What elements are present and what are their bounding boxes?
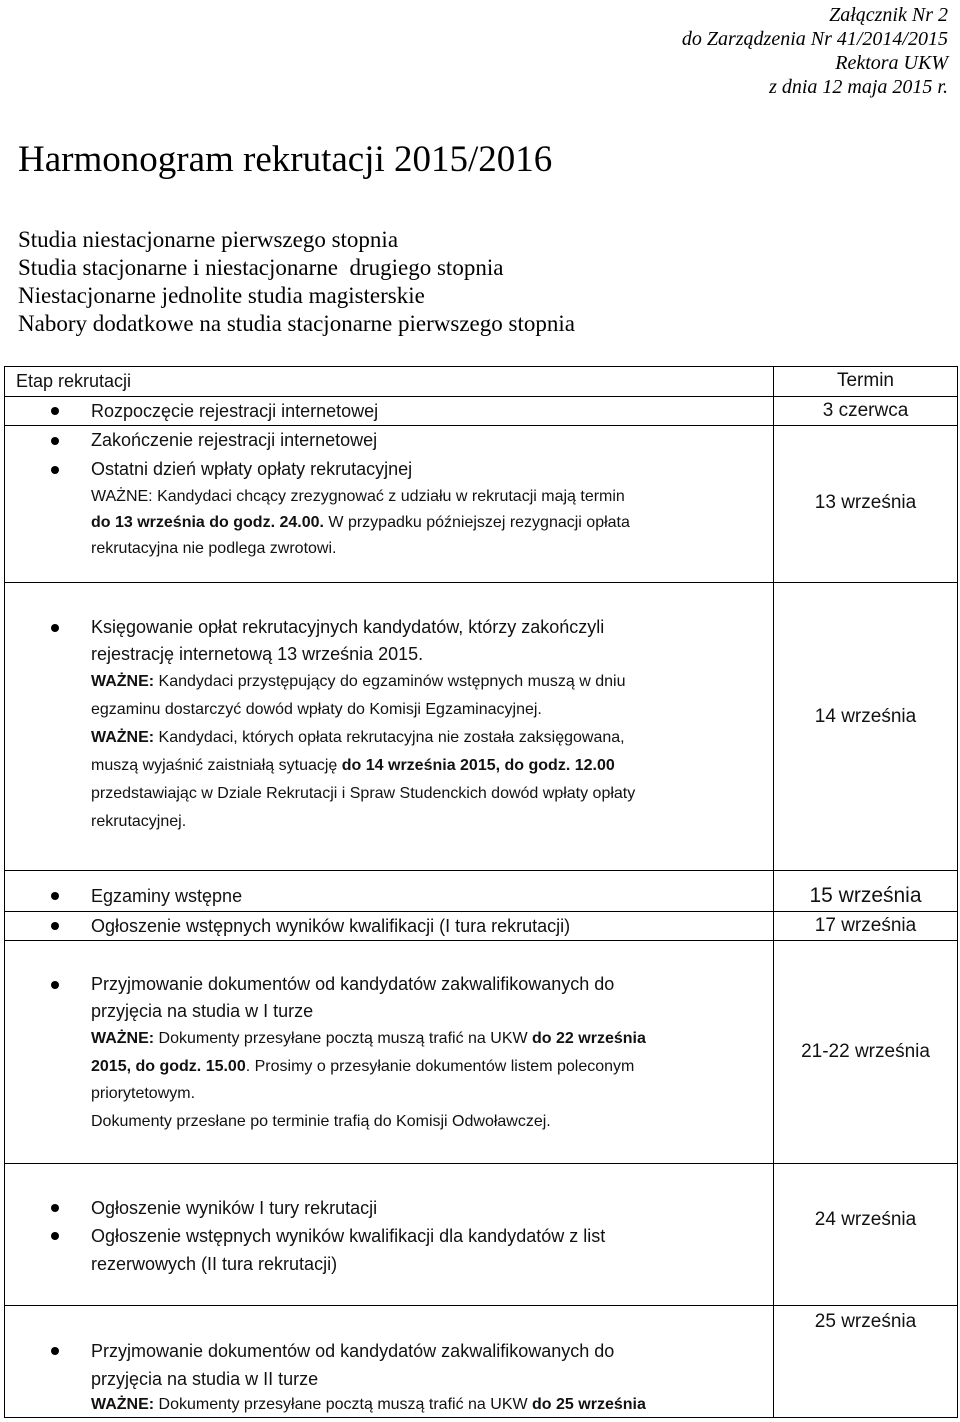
note-line — [5, 668, 773, 696]
table-header-row — [4, 366, 958, 396]
note-line — [5, 752, 773, 780]
study-type: Niestacjonarne jednolite studia magisterskie — [18, 283, 425, 308]
stage-cell — [5, 426, 774, 582]
date-cell: 25 września — [814, 1311, 917, 1332]
note-text: egzaminu dostarczyć dowód wpłaty do Komisji Egzaminacyjnej. — [91, 701, 542, 718]
date-cell: 13 września — [814, 492, 917, 513]
note-line — [5, 1108, 773, 1136]
table-row — [4, 940, 958, 1163]
note-text: przedstawiając w Dziale Rekrutacji i Spraw Studenckich dowód wpłaty opłaty — [91, 785, 636, 802]
note-text: muszą wyjaśnić zaistniałą sytuację — [91, 757, 342, 774]
study-type: Studia niestacjonarne pierwszego stopnia — [18, 227, 399, 252]
table-row — [4, 425, 958, 582]
bullet-icon — [51, 1232, 59, 1240]
stage-header-label: Etap rekrutacji — [16, 371, 132, 391]
stage-cell — [5, 583, 774, 870]
note-text: Dokumenty przesyłane pocztą muszą trafić na UKW — [154, 1396, 533, 1413]
stage-cell — [5, 1306, 774, 1417]
note-line — [5, 1025, 773, 1053]
bullet-item — [5, 397, 773, 425]
study-types — [18, 226, 575, 338]
note-text: Kandydaci przystępujący do egzaminów wstępnych muszą w dniu — [154, 673, 626, 690]
stage-cell — [5, 941, 774, 1163]
stage-cell — [5, 1164, 774, 1305]
stage-text: Księgowanie opłat rekrutacyjnych kandydatów, którzy zakończyli — [91, 617, 605, 637]
stage-text: przyjęcia na studia w II turze — [91, 1369, 319, 1389]
bullet-item — [5, 971, 773, 1025]
note-line — [5, 808, 773, 836]
date-cell: 17 września — [814, 915, 917, 936]
bullet-item — [5, 1222, 773, 1278]
stage-text: Ogłoszenie wyników I tury rekrutacji — [91, 1198, 378, 1218]
note-bold-text: WAŻNE: — [91, 673, 155, 690]
issuer: Rektora UKW — [835, 52, 948, 74]
note-line — [5, 1053, 773, 1081]
bullet-icon — [51, 981, 59, 989]
table-row — [4, 870, 958, 911]
note-text: Kandydaci, których opłata rekrutacyjna nie została zaksięgowana, — [154, 729, 625, 746]
note-text: . Prosimy o przesyłanie dokumentów listem poleconym — [245, 1057, 635, 1075]
note-text: rekrutacyjna nie podlega zwrotowi. — [91, 540, 337, 557]
attachment-header — [682, 3, 948, 99]
note-line — [5, 696, 773, 724]
date-cell: 15 września — [809, 884, 922, 907]
date-cell: 3 czerwca — [822, 400, 909, 421]
bullet-icon — [51, 1347, 59, 1355]
table-row — [4, 911, 958, 940]
study-type: Studia stacjonarne i niestacjonarne drugiego stopnia — [18, 255, 504, 280]
stage-text: rejestrację internetową 13 września 2015. — [91, 644, 424, 664]
bullet-icon — [51, 922, 59, 930]
note-bold-text: do 22 września — [532, 1030, 646, 1047]
date-cell: 14 września — [814, 706, 917, 727]
table-row — [4, 1305, 958, 1418]
stage-text: Zakończenie rejestracji internetowej — [91, 430, 378, 450]
note-bold-text: do 25 września — [532, 1396, 646, 1413]
note-bold-text: WAŻNE: — [91, 1030, 155, 1047]
note-line — [5, 1080, 773, 1108]
bullet-icon — [51, 892, 59, 900]
note-line — [5, 510, 773, 536]
date-column-header: Termin — [836, 370, 894, 391]
bullet-item — [5, 614, 773, 668]
stage-text: Ostatni dzień wpłaty opłaty rekrutacyjnej — [91, 459, 413, 479]
stage-text: rezerwowych (II tura rekrutacji) — [91, 1254, 338, 1274]
bullet-icon — [51, 466, 59, 474]
stage-text: Przyjmowanie dokumentów od kandydatów zakwalifikowanych do — [91, 974, 615, 994]
note-text: Dokumenty przesyłane pocztą muszą trafić na UKW — [154, 1030, 533, 1047]
note-text: Dokumenty przesłane po terminie trafią do Komisji Odwoławczej. — [91, 1112, 551, 1130]
bullet-item — [5, 1194, 773, 1222]
stage-text: przyjęcia na studia w I turze — [91, 1001, 314, 1021]
stage-text: Ogłoszenie wstępnych wyników kwalifikacji dla kandydatów z list — [91, 1226, 606, 1246]
bullet-icon — [51, 437, 59, 445]
bullet-item — [5, 455, 773, 484]
stage-cell — [5, 871, 774, 911]
stage-cell — [5, 912, 774, 940]
note-bold-text: 2015, do godz. 15.00 — [91, 1057, 246, 1075]
bullet-icon — [51, 1204, 59, 1212]
bullet-item — [5, 426, 773, 455]
note-text: rekrutacyjnej. — [91, 813, 187, 830]
note-text: WAŻNE: Kandydaci chcący zrezygnować z udziału w rekrutacji mają termin — [91, 488, 625, 505]
note-line — [5, 1393, 773, 1417]
stage-text: Przyjmowanie dokumentów od kandydatów zakwalifikowanych do — [91, 1341, 615, 1361]
stage-column-header — [5, 367, 774, 396]
note-line — [5, 780, 773, 808]
note-line — [5, 724, 773, 752]
note-bold-text: WAŻNE: — [91, 729, 155, 746]
attachment-number: Załącznik Nr 2 — [829, 4, 948, 26]
note-text: W przypadku późniejszej rezygnacji opłata — [323, 514, 630, 531]
issue-date: z dnia 12 maja 2015 r. — [769, 76, 948, 98]
note-bold-text: do 13 września do godz. 24.00. — [91, 514, 324, 531]
stage-cell — [5, 397, 774, 425]
study-type: Nabory dodatkowe na studia stacjonarne pierwszego stopnia — [18, 311, 575, 336]
stage-text: Ogłoszenie wstępnych wyników kwalifikacji (I tura rekrutacji) — [91, 916, 571, 936]
bullet-icon — [51, 407, 59, 415]
bullet-item — [5, 1337, 773, 1393]
note-bold-text: WAŻNE: — [91, 1396, 155, 1413]
table-row — [4, 396, 958, 425]
date-cell: 21-22 września — [801, 1041, 930, 1062]
stage-text: Egzaminy wstępne — [91, 886, 243, 906]
date-cell: 24 września — [814, 1209, 917, 1230]
page-title: Harmonogram rekrutacji 2015/2016 — [18, 139, 553, 180]
bullet-item — [5, 881, 773, 911]
table-row — [4, 1163, 958, 1305]
note-text: priorytetowym. — [91, 1085, 196, 1102]
bullet-item — [5, 912, 773, 940]
note-line — [5, 484, 773, 510]
bullet-icon — [51, 624, 59, 632]
note-bold-text: do 14 września 2015, do godz. 12.00 — [341, 757, 615, 774]
ordinance-reference: do Zarządzenia Nr 41/2014/2015 — [681, 28, 948, 50]
stage-text: Rozpoczęcie rejestracji internetowej — [91, 401, 379, 421]
table-row — [4, 582, 958, 870]
note-line — [5, 536, 773, 562]
